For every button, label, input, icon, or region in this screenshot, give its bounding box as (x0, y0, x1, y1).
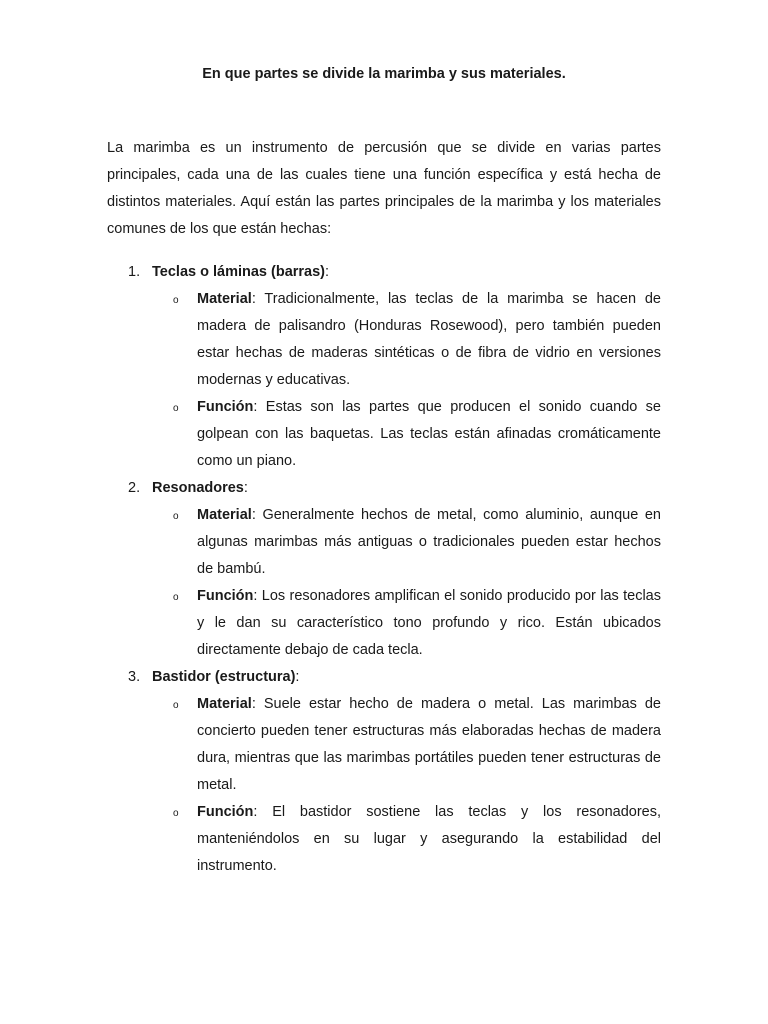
bullet-icon: o (173, 700, 179, 711)
sub-item (107, 502, 661, 583)
sub-label: Material (197, 696, 252, 712)
part-number: 2. (128, 480, 141, 496)
sub-text: : Estas son las partes que producen el sonido cuando se golpean con las baquetas. Las teclas están afinadas cromáticamente como un piano. (197, 399, 661, 469)
sub-item (107, 799, 661, 880)
part-heading (107, 475, 661, 502)
part-number: 3. (128, 669, 141, 685)
part-item (107, 259, 661, 475)
sub-text: : Generalmente hechos de metal, como aluminio, aunque en algunas marimbas más antiguas o tradicionales pueden estar hechos de bambú. (197, 507, 661, 577)
sub-text: : Suele estar hecho de madera o metal. Las marimbas de concierto pueden tener estructuras más elaboradas hechas de madera dura, mientras que las marimbas portátiles pueden tener estructuras de metal. (197, 696, 661, 793)
part-suffix: : (243, 480, 248, 496)
sub-text: : Los resonadores amplifican el sonido producido por las teclas y le dan su característico tono profundo y rico. Están ubicados directamente debajo de cada tecla. (197, 588, 661, 658)
part-name: Bastidor (estructura) (152, 669, 296, 685)
sub-label: Función (197, 588, 254, 604)
intro-paragraph: La marimba es un instrumento de percusión que se divide en varias partes principales, cada una de las cuales tiene una función específica y está hecha de distintos materiales. Aquí están las partes principales de la marimba y los materiales comunes de los que están hechas: (107, 140, 661, 237)
part-number: 1. (128, 264, 141, 280)
part-heading (107, 259, 661, 286)
part-name: Resonadores (152, 480, 244, 496)
part-item (107, 664, 661, 880)
sub-text: : Tradicionalmente, las teclas de la marimba se hacen de madera de palisandro (Honduras Rosewood), pero también pueden estar hechas de maderas sintéticas o de fibra de vidrio en versiones modernas y educativas. (197, 291, 661, 388)
bullet-icon: o (173, 808, 179, 819)
sub-list (107, 502, 661, 664)
part-item (107, 475, 661, 664)
part-name: Teclas o láminas (barras) (152, 264, 326, 280)
parts-list (107, 259, 661, 880)
sub-item (107, 691, 661, 799)
sub-text: : El bastidor sostiene las teclas y los resonadores, manteniéndolos en su lugar y asegurando la estabilidad del instrumento. (197, 804, 661, 874)
bullet-icon: o (173, 295, 179, 306)
sub-list (107, 691, 661, 880)
part-suffix: : (295, 669, 300, 685)
page-title: En que partes se divide la marimba y sus materiales. (202, 66, 566, 82)
part-suffix: : (325, 264, 330, 280)
sub-item (107, 394, 661, 475)
sub-label: Material (197, 291, 252, 307)
bullet-icon: o (173, 592, 179, 603)
sub-label: Función (197, 804, 254, 820)
sub-list (107, 286, 661, 475)
sub-label: Material (197, 507, 252, 523)
sub-label: Función (197, 399, 254, 415)
bullet-icon: o (173, 511, 179, 522)
sub-item (107, 583, 661, 664)
part-heading (107, 664, 661, 691)
bullet-icon: o (173, 403, 179, 414)
sub-item (107, 286, 661, 394)
